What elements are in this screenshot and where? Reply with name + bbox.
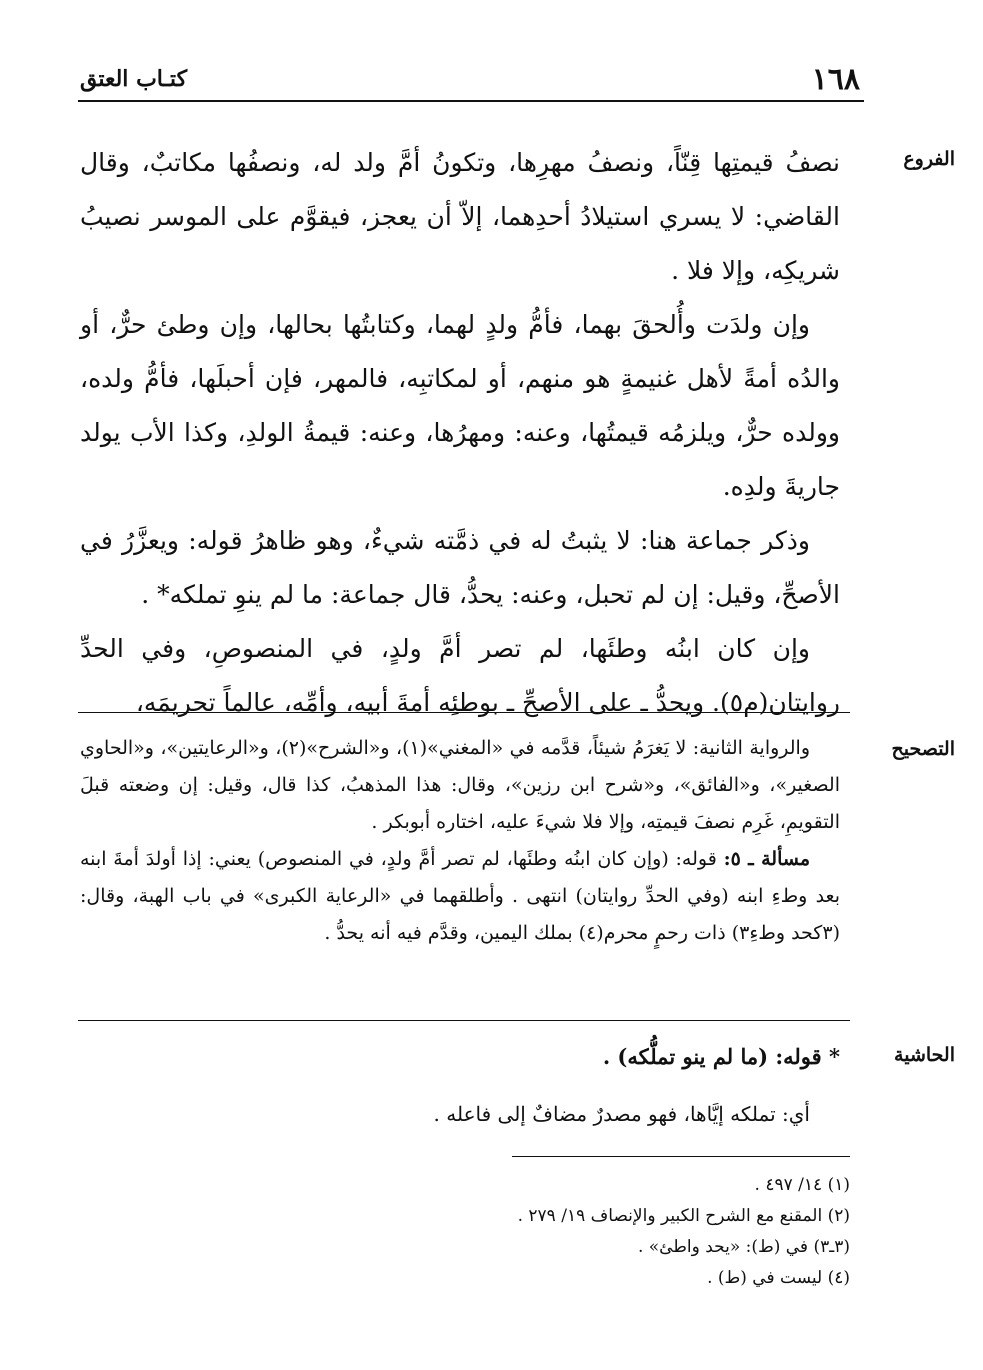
main-text xyxy=(80,136,840,730)
page-number: ١٦٨ xyxy=(811,62,860,97)
running-title: كتـاب العتق xyxy=(80,66,188,92)
main-paragraph: وإن كان ابنُه وطئَها، لم تصر أمَّ ولدٍ، في المنصوصِ، وفي الحدِّ روايتان(م٥). ويحدُّ ـ على الأصحِّ ـ بوطئِه أمةَ أبيه، وأمِّه، عالماً تحريمَه، xyxy=(80,634,840,717)
label-tashih: التصحيح xyxy=(891,738,955,760)
masala-label: مسألة ـ ٥: xyxy=(723,848,811,870)
footnote: (٣ـ٣) في (ط): «يحد واطئ» . xyxy=(637,1237,850,1257)
main-paragraph: نصفُ قيمتِها قِنّاً، ونصفُ مهرِها، وتكونُ أمَّ ولد له، ونصفُها مكاتبٌ، وقال القاضي: لا يسري استيلادُ أحدِهما، إلاّ أن يعجز، فيقوَّم على الموسر نصيبُ شريكِه، وإلا فلا . xyxy=(80,148,840,285)
masala-text: قوله: (وإن كان ابنُه وطئَها، لم تصر أمَّ ولدٍ، في المنصوص) يعني: إذا أولدَ أمةَ ابنه بعد وطءِ ابنه (وفي الحدِّ روايتان) انتهى . وأطلقهما في «الرعاية الكبرى» في باب الهبة، وقال: (٣كحد وطءِ٣) ذات رحمٍ محرم(٤) بملك اليمين، وقدَّم فيه أنه يحدُّ . xyxy=(80,848,840,944)
label-furu: الفروع xyxy=(903,148,955,170)
hashiya-body: أي: تملكه إيَّاها، فهو مصدرٌ مضافٌ إلى فاعله . xyxy=(433,1102,810,1126)
correction-paragraph: والرواية الثانية: لا يَغرَمُ شيئاً، قدَّمه في «المغني»(١)، و«الشرح»(٢)، و«الرعايتين»، و«الحاوي الصغير»، و«الفائق»، و«شرح ابن رزين»، وقال: هذا المذهبُ، كذا قال، وقيل: إن وضعته قبلَ التقويمِ، غَرِم نصفَ قيمتِه، وإلا فلا شيءَ عليه، اختاره أبوبكر . xyxy=(80,737,840,833)
label-hashiya: الحاشية xyxy=(894,1044,955,1066)
main-paragraph: وذكر جماعة هنا: لا يثبتُ له في ذمَّته شيءٌ، وهو ظاهرُ قوله: ويعزَّرُ في الأصحِّ، وقيل: إن لم تحبل، وعنه: يحدُّ، قال جماعة: ما لم ينوِ تملكه* . xyxy=(80,526,840,609)
section-rule xyxy=(78,1020,850,1021)
hashiya-title: * قوله: (ما لم ينو تملُّكه) . xyxy=(602,1044,840,1069)
header-rule xyxy=(78,100,864,102)
correction-text xyxy=(80,730,840,952)
footnote: (٤) ليست في (ط) . xyxy=(707,1268,850,1288)
main-paragraph: وإن ولدَت وأُلحقَ بهما، فأمُّ ولدٍ لهما، وكتابتُها بحالها، وإن وطئ حرٌّ، أو والدُه أمةً لأهل غنيمةٍ هو منهم، أو لمكاتبِه، فالمهر، فإن أحبلَها، فأمُّ ولده، وولده حرٌّ، ويلزمُه قيمتُها، وعنه: ومهرُها، وعنه: قيمةُ الولدِ، وكذا الأب يولد جاريةَ ولدِه. xyxy=(80,310,840,501)
masala-paragraph xyxy=(80,841,840,952)
section-rule xyxy=(78,712,850,713)
footnote: (٢) المقنع مع الشرح الكبير والإنصاف ١٩/ ٢٧٩ . xyxy=(517,1206,850,1226)
footnote-rule xyxy=(512,1156,850,1157)
footnotes xyxy=(80,1170,850,1294)
footnote: (١) ١٤/ ٤٩٧ . xyxy=(754,1175,850,1195)
